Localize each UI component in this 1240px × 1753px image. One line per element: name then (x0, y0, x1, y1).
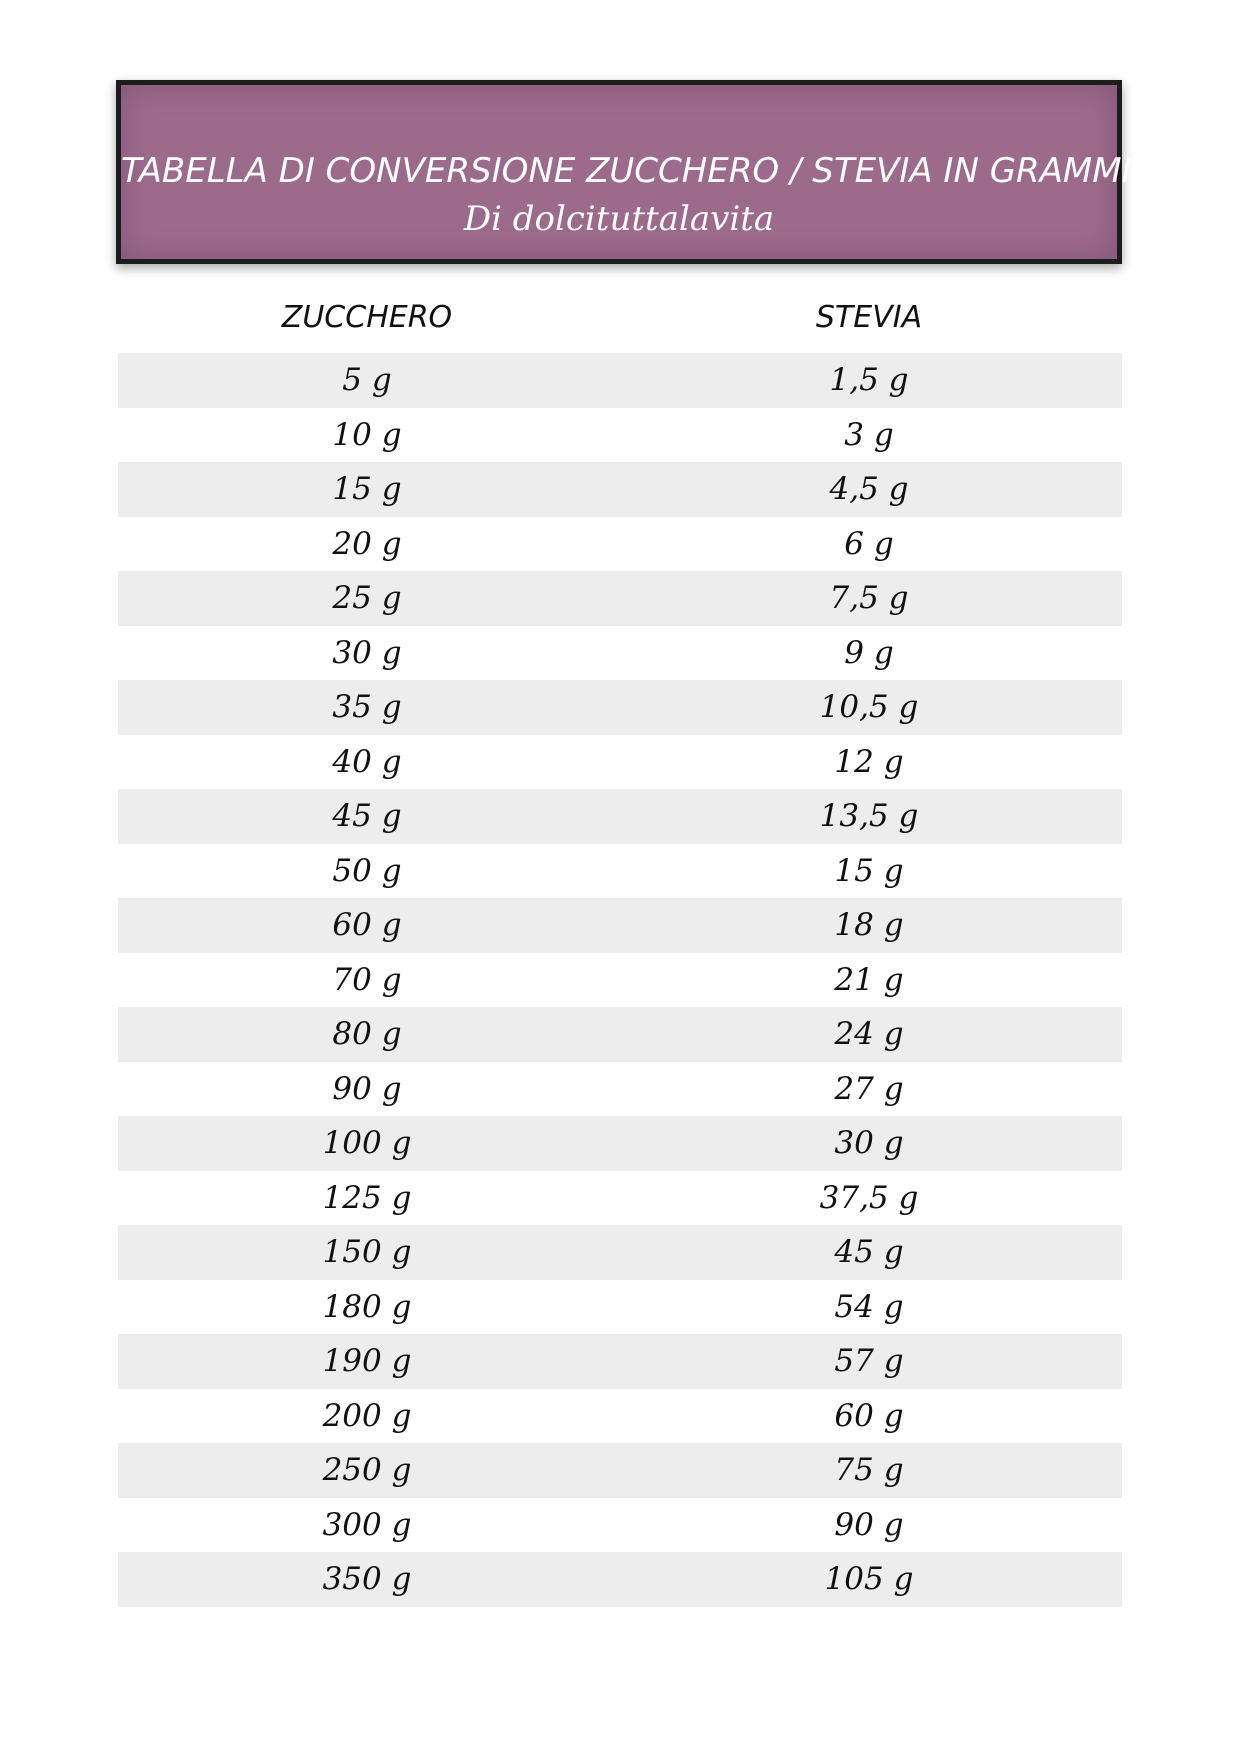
cell-zucchero: 45 g (332, 798, 402, 834)
cell-zucchero: 60 g (332, 907, 402, 943)
table-row (118, 1225, 1122, 1280)
table-row (118, 1498, 1122, 1553)
cell-zucchero: 350 g (322, 1561, 412, 1597)
table-row (118, 1116, 1122, 1171)
cell-stevia: 57 g (834, 1343, 904, 1379)
cell-stevia: 3 g (844, 416, 894, 453)
cell-stevia: 30 g (834, 1125, 904, 1161)
cell-zucchero: 30 g (332, 634, 402, 671)
page-title: TABELLA DI CONVERSIONE ZUCCHERO / STEVIA IN GRAMMI (121, 151, 1132, 191)
table-row (118, 571, 1122, 626)
page-subtitle: Di dolcituttalavita (463, 199, 775, 239)
table-row (118, 953, 1122, 1008)
table-row (118, 1552, 1122, 1607)
cell-stevia: 15 g (834, 852, 904, 889)
table-row (118, 353, 1122, 408)
cell-stevia: 37,5 g (819, 1179, 919, 1216)
table-row (118, 1443, 1122, 1498)
table-row (118, 680, 1122, 735)
cell-stevia: 60 g (834, 1397, 904, 1434)
cell-stevia: 4,5 g (829, 471, 909, 507)
cell-stevia: 12 g (834, 743, 904, 780)
cell-zucchero: 200 g (322, 1397, 412, 1434)
conversion-table (118, 353, 1122, 1607)
cell-zucchero: 250 g (322, 1452, 412, 1488)
column-header-zucchero: ZUCCHERO (281, 300, 453, 335)
cell-zucchero: 300 g (322, 1506, 412, 1543)
table-row (118, 1280, 1122, 1335)
table-row (118, 898, 1122, 953)
cell-stevia: 6 g (844, 525, 894, 562)
cell-zucchero: 70 g (332, 961, 402, 998)
cell-stevia: 24 g (834, 1016, 904, 1052)
cell-stevia: 105 g (824, 1561, 914, 1597)
cell-zucchero: 10 g (332, 416, 402, 453)
cell-stevia: 54 g (834, 1288, 904, 1325)
table-row (118, 844, 1122, 899)
table-row (118, 517, 1122, 572)
table-row (118, 1007, 1122, 1062)
cell-zucchero: 125 g (322, 1179, 412, 1216)
cell-zucchero: 15 g (332, 471, 402, 507)
cell-stevia: 13,5 g (819, 798, 919, 834)
cell-zucchero: 50 g (332, 852, 402, 889)
table-row (118, 1171, 1122, 1226)
table-row (118, 735, 1122, 790)
table-row (118, 1062, 1122, 1117)
cell-zucchero: 5 g (342, 362, 392, 398)
cell-zucchero: 80 g (332, 1016, 402, 1052)
table-row (118, 626, 1122, 681)
cell-stevia: 9 g (844, 634, 894, 671)
cell-zucchero: 190 g (322, 1343, 412, 1379)
cell-stevia: 1,5 g (829, 362, 909, 398)
cell-stevia: 10,5 g (819, 689, 919, 725)
cell-stevia: 45 g (834, 1234, 904, 1270)
title-banner (116, 80, 1132, 264)
table-row (118, 1334, 1122, 1389)
cell-zucchero: 150 g (322, 1234, 412, 1270)
cell-stevia: 7,5 g (829, 580, 909, 616)
cell-stevia: 75 g (834, 1452, 904, 1488)
table-row (118, 789, 1122, 844)
cell-zucchero: 20 g (332, 525, 402, 562)
cell-stevia: 90 g (834, 1506, 904, 1543)
cell-zucchero: 100 g (322, 1125, 412, 1161)
cell-zucchero: 40 g (332, 743, 402, 780)
cell-stevia: 18 g (834, 907, 904, 943)
table-row (118, 462, 1122, 517)
cell-stevia: 27 g (834, 1070, 904, 1107)
cell-zucchero: 90 g (332, 1070, 402, 1107)
cell-zucchero: 35 g (332, 689, 402, 725)
table-row (118, 1389, 1122, 1444)
cell-zucchero: 25 g (332, 580, 402, 616)
table-row (118, 408, 1122, 463)
cell-stevia: 21 g (834, 961, 904, 998)
column-header-stevia: STEVIA (815, 300, 923, 335)
cell-zucchero: 180 g (322, 1288, 412, 1325)
